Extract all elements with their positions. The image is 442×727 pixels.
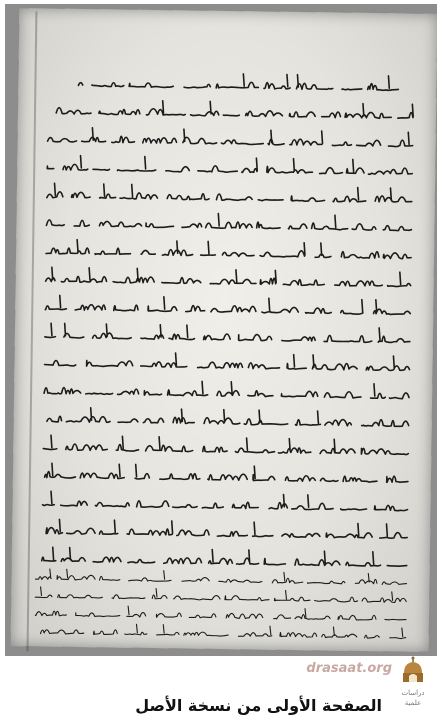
- manuscript-text-line: [46, 239, 411, 259]
- manuscript-photo: [5, 4, 437, 656]
- manuscript-text-line: [47, 183, 412, 203]
- manuscript-text-line: [41, 623, 406, 639]
- manuscript-text-line: [47, 407, 409, 427]
- manuscript-heading-line: [78, 72, 398, 91]
- handwritten-text-block: [11, 8, 437, 652]
- manuscript-text-line: [56, 99, 413, 118]
- site-logo-label: دراسات علمية: [401, 689, 425, 707]
- manuscript-text-line: [44, 379, 409, 399]
- manuscript-text-line: [35, 605, 406, 621]
- manuscript-text-line: [45, 463, 408, 483]
- manuscript-text-line: [46, 267, 411, 287]
- domed-shrine-logo-icon: [397, 655, 429, 687]
- manuscript-text-line: [43, 435, 408, 455]
- manuscript-text-line: [48, 127, 413, 147]
- page-caption: الصفحة الأولى من نسخة الأصل: [135, 696, 382, 715]
- manuscript-text-line: [44, 351, 409, 371]
- manuscript-text-line: [46, 519, 407, 539]
- manuscript-text-line: [35, 569, 406, 585]
- manuscript-text-line: [43, 491, 408, 511]
- manuscript-text-line: [45, 295, 410, 315]
- manuscript-text-line: [42, 547, 407, 566]
- site-url[interactable]: drasaat.org: [306, 661, 392, 676]
- manuscript-page: [11, 8, 437, 652]
- manuscript-text-line: [46, 211, 411, 231]
- manuscript-text-line: [47, 155, 412, 175]
- manuscript-text-line: [35, 587, 406, 603]
- manuscript-text-line: [45, 323, 410, 343]
